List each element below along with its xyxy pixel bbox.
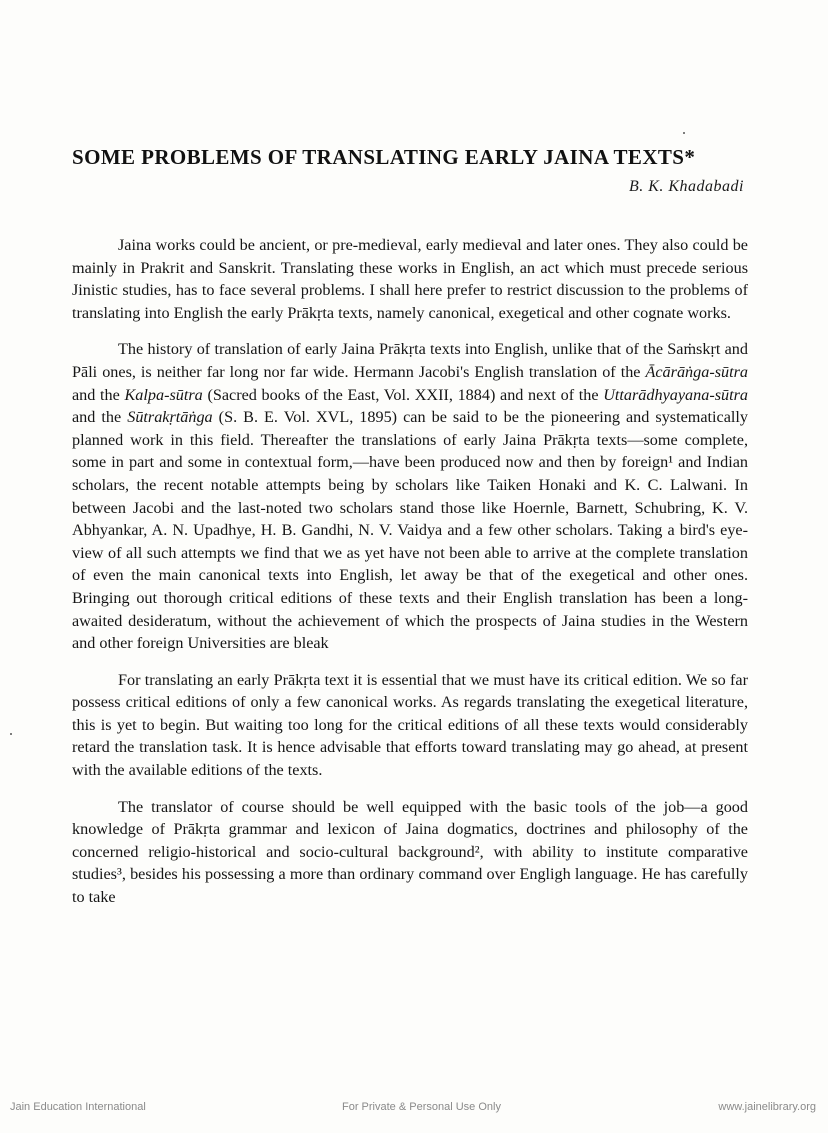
paragraph-text: The history of translation of early Jaina Prākṛta texts into English, unlike that of the Saṁskṛt and Pāli ones, is neither far long nor far wide. Hermann Jacobi's English translation of the — [72, 340, 748, 381]
paragraph — [72, 796, 748, 909]
paragraph — [72, 338, 748, 654]
italic-title-text: Sūtrakṛtāṅga — [127, 408, 213, 427]
footer-website-link[interactable]: www.jainelibrary.org — [718, 1101, 816, 1113]
paragraph-text: The translator of course should be well equipped with the basic tools of the job—a good knowledge of Prākṛta grammar and lexicon of Jaina dogmatics, doctrines and philosophy of the concerned religio-historical and socio-cultural background², with ability to institute comparative studies³, besides his possessing a more than ordinary command over Engligh language. He has carefully to take — [72, 797, 748, 907]
paragraph-text: For translating an early Prākṛta text it is essential that we must have its critical edition. We so far possess critical editions of only a few canonical works. As regards translating the exegetical literature, this is yet to begin. But waiting too long for the critical editions of all these texts would considerably retard the translation task. It is hence advisable that efforts toward translating may go ahead, at present with the available editions of the texts. — [72, 670, 748, 780]
scan-speck — [10, 733, 12, 735]
footer-usage-note: For Private & Personal Use Only — [342, 1101, 501, 1113]
italic-title-text: Ācārāṅga-sūtra — [645, 362, 748, 381]
paragraph-text: and the — [72, 408, 128, 427]
paragraph-text: (S. B. E. Vol. XVL, 1895) can be said to be the pioneering and systematically planned work in this field. Thereafter the translations of early Jaina Prākṛta texts—some complete, some in part and some in contextual form,—have been produced now and then by foreign¹ and Indian scholars, the recent notable attempts being by scholars like Taiken Honaki and K. C. Lalwani. In between Jacobi and the last-noted two scholars stand those like Hoernle, Barnett, Schubring, K. V. Abhyankar, A. N. Upadhye, H. B. Gandhi, N. V. Vaidya and a few other scholars. Taking a bird's eye-view of all such attempts we find that we as yet have not been able to arrive at the complete translation of even the main canonical texts into English, let away be that of the exegetical and other ones. Bringing out thorough critical editions of these texts and their English translation has been a long-awaited desideratum, without the achievement of which the prospects of Jaina studies in the Western and other foreign Universities are bleak — [72, 408, 748, 653]
italic-title-text: Uttarādhyayana-sūtra — [603, 385, 748, 404]
footer-publisher: Jain Education International — [10, 1101, 146, 1113]
article-title: SOME PROBLEMS OF TRANSLATING EARLY JAINA TEXTS* — [72, 145, 696, 169]
paragraph-text: and the — [72, 385, 125, 404]
article-body — [72, 234, 748, 923]
paragraph-text: Jaina works could be ancient, or pre-medieval, early medieval and later ones. They also could be mainly in Prakrit and Sanskrit. Translating these works in English, an act which must precede serious Jinistic studies, has to face several problems. I shall here prefer to restrict discussion to the problems of translating into English the early Prākṛta texts, namely canonical, exegetical and other cognate works. — [72, 236, 748, 322]
italic-title-text: Kalpa-sūtra — [124, 385, 203, 404]
paragraph — [72, 234, 748, 324]
article-author: B. K. Khadabadi — [628, 178, 744, 195]
paragraph — [72, 669, 748, 782]
page-footer — [0, 1101, 828, 1121]
paragraph-text: (Sacred books of the East, Vol. XXII, 1884) and next of the — [202, 385, 604, 404]
scan-speck — [683, 132, 685, 134]
